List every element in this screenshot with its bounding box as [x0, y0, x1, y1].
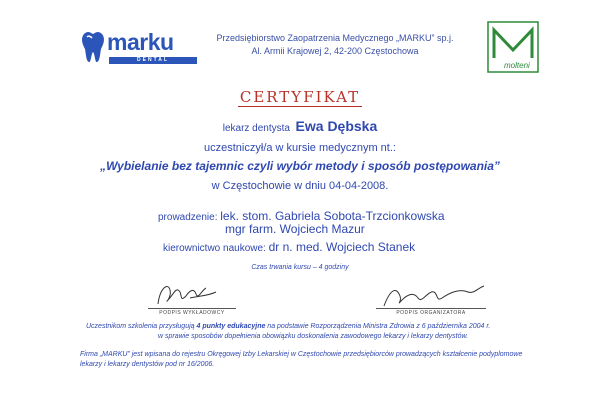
marku-logo	[80, 30, 200, 66]
lecturer-signature-line	[148, 308, 236, 309]
lecturer-signature-label: PODPIS WYKŁADOWCY	[159, 310, 225, 316]
education-points-note	[86, 322, 490, 342]
lecturer-1: lek. stom. Gabriela Sobota-Trzcionkowska	[220, 209, 445, 223]
molteni-wordmark: molteni	[504, 61, 530, 70]
tooth-icon	[80, 30, 106, 64]
company-name: Przedsiębiorstwo Zaopatrzenia Medycznego „MARKU” sp.j.	[216, 33, 454, 43]
profession: lekarz dentysta	[222, 123, 290, 134]
lecturers-label: prowadzenie:	[158, 212, 218, 223]
lecturer-signature	[150, 278, 220, 310]
points-regulation: w sprawie sposobów dopełnienia obowiązku doskonalenia zawodowego lekarzy i lekarzy dentystów.	[158, 333, 469, 340]
lecturer-2: mgr farm. Wojciech Mazur	[225, 222, 365, 236]
recipient-name: Ewa Dębska	[295, 118, 378, 134]
company-street: Al. Armii Krajowej 2, 42-200 Częstochowa	[251, 46, 419, 56]
participation-text: uczestniczył/a w kursie medycznym nt.:	[204, 142, 396, 154]
brand-name: marku	[107, 29, 174, 55]
certificate-title	[0, 88, 600, 106]
company-address	[205, 32, 465, 58]
organizer-signature-label: PODPIS ORGANIZATORA	[396, 310, 466, 316]
lecturers-row	[158, 209, 445, 223]
supervision-row	[163, 240, 415, 254]
course-title: „Wybielanie bez tajemnic czyli wybór metody i sposób postępowania”	[100, 159, 500, 173]
recipient-line	[0, 118, 600, 134]
lecturer-2-row	[225, 222, 365, 236]
registry-line-2: lekarzy i lekarzy dentystów pod nr 16/2006.	[80, 361, 215, 368]
points-text-b: na podstawie Rozporządzenia Ministra Zdrowia z 6 października 2004 r.	[265, 323, 491, 330]
certificate-title-text: CERTYFIKAT	[239, 88, 361, 106]
registry-note	[80, 350, 522, 370]
supervisor: dr n. med. Wojciech Stanek	[268, 240, 416, 254]
supervision-label: kierownictwo naukowe:	[163, 243, 266, 254]
points-count: 4 punkty edukacyjne	[196, 323, 266, 330]
molteni-logo	[480, 20, 542, 74]
points-text-a: Uczestnikom szkolenia przysługują	[86, 323, 197, 330]
brand-subtitle: DENTAL	[109, 57, 197, 64]
organizer-signature	[378, 280, 488, 310]
place-date: w Częstochowie w dniu 04-04-2008.	[211, 180, 389, 192]
course-duration: Czas trwania kursu – 4 godziny	[251, 264, 349, 271]
organizer-signature-line	[376, 308, 486, 309]
registry-line-1: Firma „MARKU” jest wpisana do rejestru Okręgowej Izby Lekarskiej w Częstochowie przedsiębiorców prowadzących kształcenie podyplomowe	[80, 351, 523, 358]
